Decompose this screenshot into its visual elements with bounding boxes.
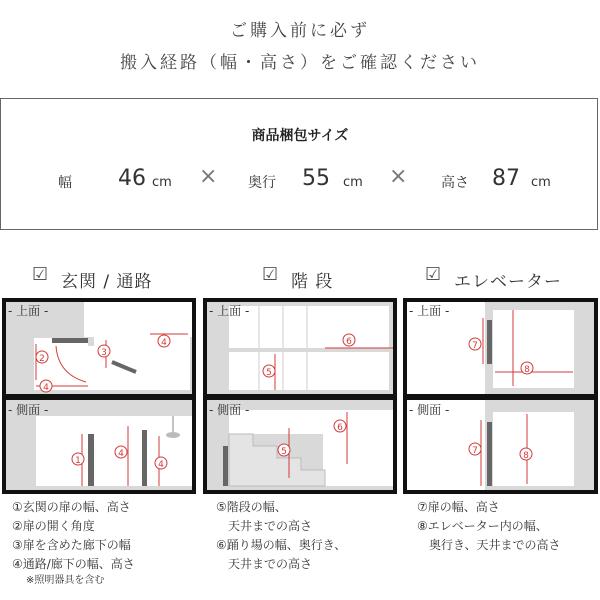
height-value: 87 bbox=[492, 166, 520, 191]
caption-item: ②扉の開く角度 bbox=[12, 519, 95, 533]
checkbox-icon: ☑ bbox=[425, 264, 442, 285]
side-view-label: - 側面 - bbox=[409, 403, 450, 417]
side-view-label: - 側面 - bbox=[8, 403, 49, 417]
marker-5: 5 bbox=[281, 447, 287, 457]
marker-8: 8 bbox=[524, 365, 530, 375]
top-view-label: - 上面 - bbox=[8, 304, 49, 318]
top-view-label: - 上面 - bbox=[209, 304, 250, 318]
top-view-label: - 上面 - bbox=[409, 304, 450, 318]
marker-6: 6 bbox=[346, 337, 352, 347]
marker-2: 2 bbox=[39, 354, 45, 364]
marker-4: 4 bbox=[43, 383, 49, 393]
width-label: 幅 bbox=[58, 175, 72, 191]
header-line-2: 搬入経路（幅・高さ）をご確認ください bbox=[120, 53, 480, 73]
caption-note: ※照明器具を含む bbox=[26, 575, 105, 586]
times-icon: × bbox=[199, 164, 218, 189]
caption-item: ⑥踊り場の幅、奥行き、 bbox=[216, 538, 347, 552]
package-size-title: 商品梱包サイズ bbox=[251, 128, 349, 144]
marker-4: 4 bbox=[118, 449, 124, 459]
marker-1: 1 bbox=[75, 456, 81, 466]
marker-4: 4 bbox=[158, 460, 164, 470]
caption-item: ⑤階段の幅、 bbox=[216, 500, 287, 514]
caption-item: 奥行き、天井までの高さ bbox=[417, 538, 561, 552]
marker-8: 8 bbox=[523, 451, 529, 461]
depth-label: 奥行 bbox=[248, 175, 276, 191]
caption-item: ①玄関の扉の幅、高さ bbox=[12, 500, 131, 514]
package-size-box bbox=[0, 98, 598, 230]
caption-item: 天井までの高さ bbox=[216, 519, 313, 533]
height-label: 高さ bbox=[441, 175, 469, 191]
section-heading-stairs: 階 段 bbox=[291, 272, 334, 292]
depth-unit: cm bbox=[343, 175, 363, 190]
stairs-captions bbox=[216, 498, 346, 574]
width-unit: cm bbox=[152, 175, 172, 190]
marker-5: 5 bbox=[266, 368, 272, 378]
section-heading-elevator: エレベーター bbox=[454, 272, 562, 292]
section-heading-entrance: 玄関 / 通路 bbox=[61, 272, 153, 292]
entrance-captions bbox=[12, 498, 135, 588]
checkbox-icon: ☑ bbox=[262, 264, 279, 285]
elevator-captions bbox=[417, 498, 561, 555]
caption-item: ③扉を含めた廊下の幅 bbox=[12, 538, 131, 552]
marker-6: 6 bbox=[337, 423, 343, 433]
caption-item: 天井までの高さ bbox=[216, 557, 313, 571]
caption-item: ⑧エレベーター内の幅、 bbox=[417, 519, 548, 533]
checkbox-icon: ☑ bbox=[32, 264, 49, 285]
marker-4: 4 bbox=[161, 338, 167, 348]
height-unit: cm bbox=[531, 175, 551, 190]
caption-item: ④通路/廊下の幅、高さ bbox=[12, 557, 135, 571]
marker-3: 3 bbox=[101, 348, 107, 358]
width-value: 46 bbox=[118, 166, 146, 191]
marker-7: 7 bbox=[472, 341, 478, 351]
header-line-1: ご購入前に必ず bbox=[230, 21, 370, 41]
side-view-label: - 側面 - bbox=[209, 403, 250, 417]
depth-value: 55 bbox=[302, 166, 330, 191]
times-icon: × bbox=[389, 164, 408, 189]
marker-7: 7 bbox=[472, 446, 478, 456]
caption-item: ⑦扉の幅、高さ bbox=[417, 500, 500, 514]
